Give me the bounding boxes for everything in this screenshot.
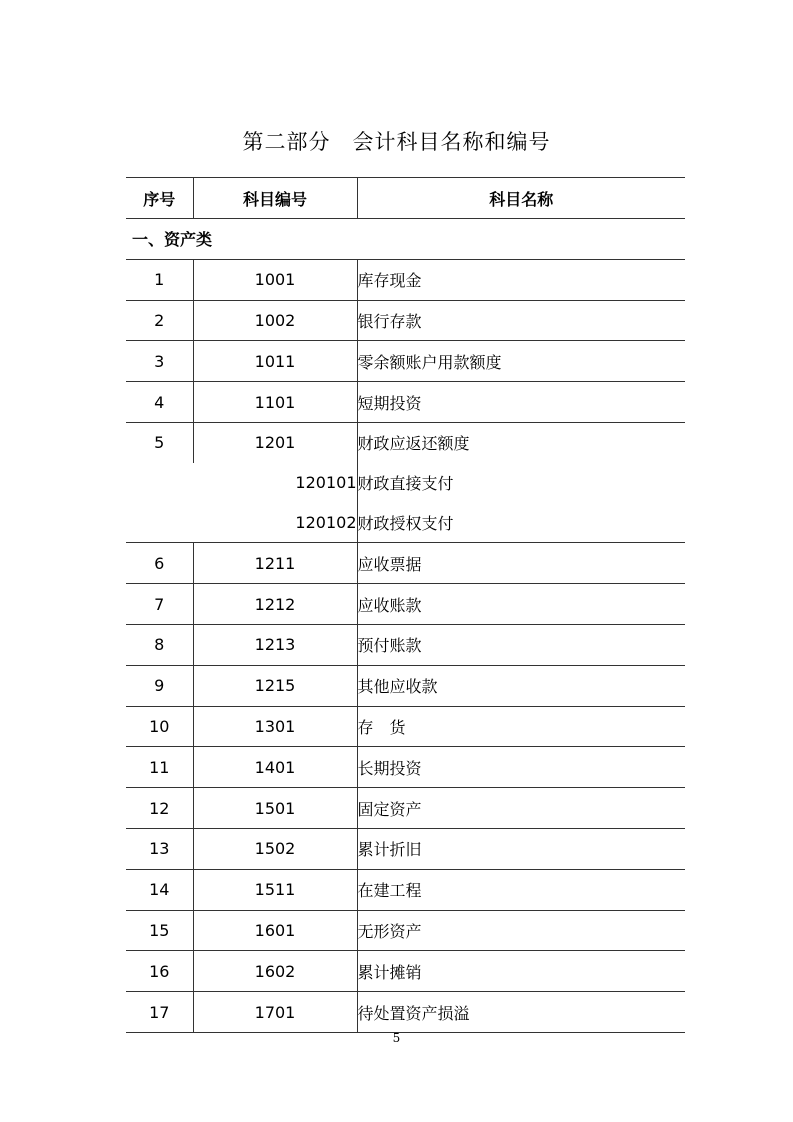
table-row xyxy=(126,828,685,869)
row-code: 1401 xyxy=(193,747,357,788)
table-row xyxy=(126,584,685,625)
row-code: 1601 xyxy=(193,910,357,951)
header-seq: 序号 xyxy=(126,178,193,219)
row-seq: 6 xyxy=(126,543,193,584)
row-seq: 11 xyxy=(126,747,193,788)
table-row xyxy=(126,624,685,665)
row-seq: 7 xyxy=(126,584,193,625)
row-name: 在建工程 xyxy=(357,869,685,910)
row-name: 银行存款 xyxy=(357,300,685,341)
row-name: 应收账款 xyxy=(357,584,685,625)
row-code: 1301 xyxy=(193,706,357,747)
row-code: 1201 xyxy=(193,422,357,462)
row-seq: 12 xyxy=(126,788,193,829)
table-row xyxy=(126,341,685,382)
row-code: 1501 xyxy=(193,788,357,829)
row-name: 其他应收款 xyxy=(357,665,685,706)
section-title: 一、资产类 xyxy=(126,219,685,260)
subrow-name: 财政授权支付 xyxy=(357,503,685,543)
row-seq: 3 xyxy=(126,341,193,382)
row-seq: 2 xyxy=(126,300,193,341)
table-subrow xyxy=(126,463,685,503)
row-seq: 9 xyxy=(126,665,193,706)
row-name: 存 货 xyxy=(357,706,685,747)
table-row xyxy=(126,910,685,951)
row-seq: 4 xyxy=(126,382,193,423)
table-row xyxy=(126,543,685,584)
row-code: 1502 xyxy=(193,828,357,869)
table-row xyxy=(126,422,685,462)
table-row xyxy=(126,382,685,423)
row-code: 1511 xyxy=(193,869,357,910)
row-seq: 1 xyxy=(126,259,193,300)
row-name: 短期投资 xyxy=(357,382,685,423)
row-name: 待处置资产损溢 xyxy=(357,992,685,1033)
row-name: 应收票据 xyxy=(357,543,685,584)
table-subrow xyxy=(126,503,685,543)
account-code-table xyxy=(126,177,685,1033)
row-name: 库存现金 xyxy=(357,259,685,300)
row-code: 1211 xyxy=(193,543,357,584)
row-name: 长期投资 xyxy=(357,747,685,788)
table-row xyxy=(126,706,685,747)
table-row xyxy=(126,869,685,910)
row-seq: 8 xyxy=(126,624,193,665)
table-row xyxy=(126,992,685,1033)
section-row xyxy=(126,219,685,260)
row-seq: 17 xyxy=(126,992,193,1033)
row-seq: 14 xyxy=(126,869,193,910)
row-name: 预付账款 xyxy=(357,624,685,665)
header-name: 科目名称 xyxy=(357,178,685,219)
row-code: 1212 xyxy=(193,584,357,625)
row-seq: 5 xyxy=(126,422,193,542)
row-name: 零余额账户用款额度 xyxy=(357,341,685,382)
row-code: 1215 xyxy=(193,665,357,706)
row-seq: 16 xyxy=(126,951,193,992)
row-code: 1213 xyxy=(193,624,357,665)
table-row xyxy=(126,259,685,300)
row-name: 财政应返还额度 xyxy=(357,422,685,462)
page-title: 第二部分 会计科目名称和编号 xyxy=(242,130,551,154)
row-name: 累计摊销 xyxy=(357,951,685,992)
row-name: 固定资产 xyxy=(357,788,685,829)
table-row xyxy=(126,300,685,341)
table-row xyxy=(126,951,685,992)
row-name: 无形资产 xyxy=(357,910,685,951)
row-code: 1701 xyxy=(193,992,357,1033)
row-code: 1101 xyxy=(193,382,357,423)
table-header-row xyxy=(126,178,685,219)
table-row xyxy=(126,747,685,788)
row-code: 1011 xyxy=(193,341,357,382)
row-code: 1602 xyxy=(193,951,357,992)
row-code: 1001 xyxy=(193,259,357,300)
page-number: 5 xyxy=(392,1031,401,1045)
header-code: 科目编号 xyxy=(193,178,357,219)
subrow-name: 财政直接支付 xyxy=(357,463,685,503)
row-code: 1002 xyxy=(193,300,357,341)
row-name: 累计折旧 xyxy=(357,828,685,869)
row-seq: 10 xyxy=(126,706,193,747)
subrow-code: 120102 xyxy=(193,503,357,543)
table-row xyxy=(126,788,685,829)
table-row xyxy=(126,665,685,706)
row-seq: 13 xyxy=(126,828,193,869)
row-seq: 15 xyxy=(126,910,193,951)
subrow-code: 120101 xyxy=(295,473,357,493)
